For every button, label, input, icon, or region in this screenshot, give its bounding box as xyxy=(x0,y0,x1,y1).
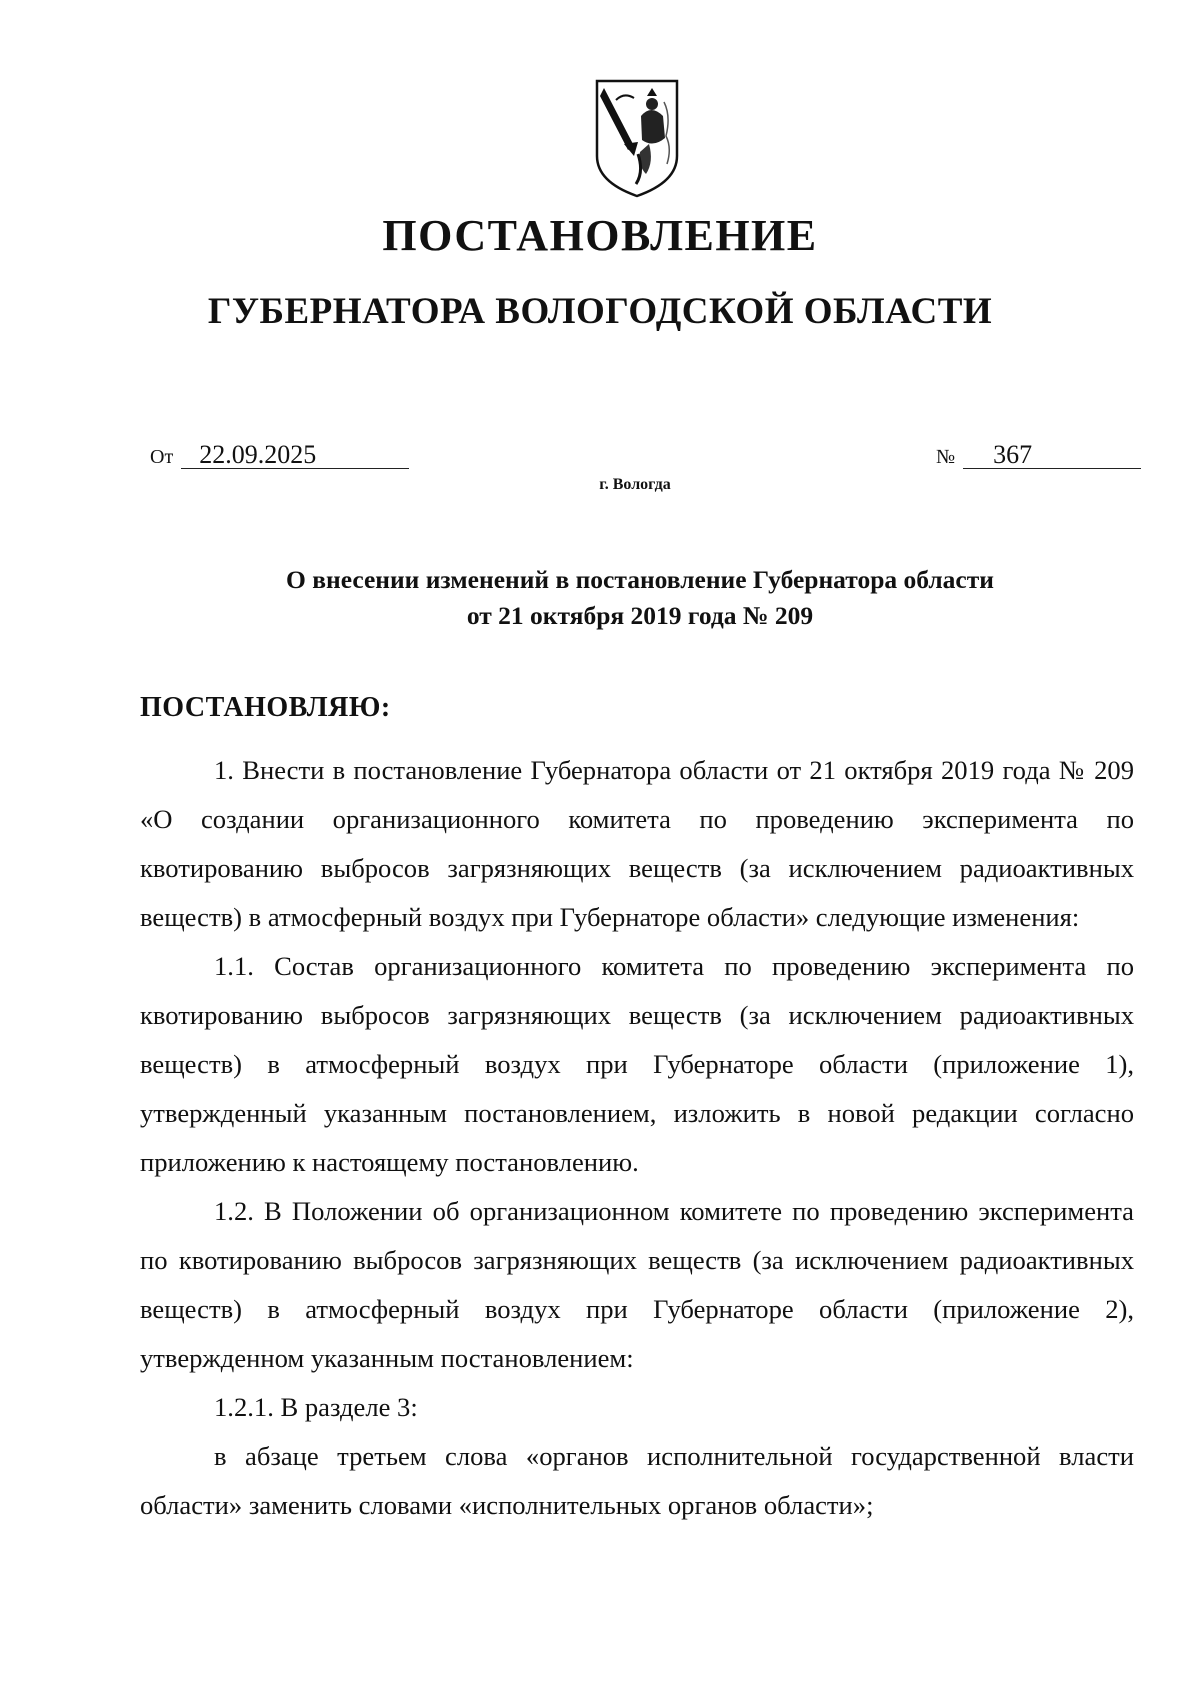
number-value: 367 xyxy=(963,441,1141,469)
paragraph-1: 1. Внести в постановление Губернатора области от 21 октября 2019 года № 209 «О создании организационного комитета по проведению эксперимента по квотированию выбросов загрязняющих веществ (за исключением радиоактивных веществ) в атмосферный воздух при Губернаторе области» следующие изменения: xyxy=(140,755,1134,932)
paragraph-1-1: 1.1. Состав организационного комитета по проведению эксперимента по квотированию выбросов загрязняющих веществ (за исключением радиоактивных веществ) в атмосферный воздух при Губернаторе области (приложение 1), утвержденный указанным постановлением, изложить в новой редакции согласно приложению к настоящему постановлению. xyxy=(140,951,1134,1177)
date-value: 22.09.2025 xyxy=(181,441,409,469)
city-line: г. Вологда xyxy=(599,476,671,493)
decree-heading: ПОСТАНОВЛЯЮ: xyxy=(140,692,391,723)
paragraph-1-2: 1.2. В Положении об организационном комитете по проведению эксперимента по квотированию выбросов загрязняющих веществ (за исключением радиоактивных веществ) в атмосферный воздух при Губернаторе области (приложение 2), утвержденном указанным постановлением: xyxy=(140,1196,1134,1373)
document-date xyxy=(150,440,409,470)
document-number xyxy=(936,440,1141,470)
document-type-title: ПОСТАНОВЛЕНИЕ xyxy=(382,211,818,260)
coat-of-arms-icon xyxy=(594,78,680,198)
document-body xyxy=(140,746,1134,1530)
document-subject xyxy=(140,562,1140,634)
issuing-authority-title: ГУБЕРНАТОРА ВОЛОГОДСКОЙ ОБЛАСТИ xyxy=(207,291,993,332)
date-label: От xyxy=(150,446,174,468)
paragraph-amendment: в абзаце третьем слова «органов исполнительной государственной власти области» заменить словами «исполнительных органов области»; xyxy=(140,1441,1134,1520)
paragraph-1-2-1: 1.2.1. В разделе 3: xyxy=(214,1392,418,1422)
number-label: № xyxy=(936,446,956,468)
subject-line-2: от 21 октября 2019 года № 209 xyxy=(466,601,814,630)
subject-line-1: О внесении изменений в постановление Губернатора области xyxy=(286,565,994,594)
